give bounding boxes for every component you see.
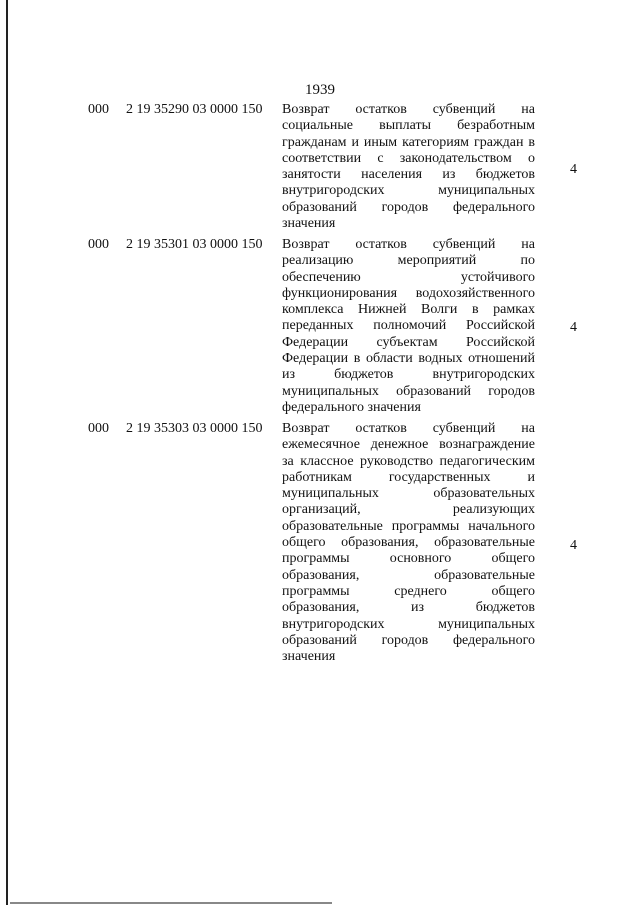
description-line: обеспечению устойчивого [282, 269, 535, 285]
description-line: общего образования, образовательные [282, 535, 535, 551]
description-line: внутригородских муниципальных [282, 616, 535, 632]
description-line: образования, из бюджетов [282, 600, 535, 616]
description-line: социальные выплаты безработным [282, 118, 535, 134]
row-amount: 4 [570, 162, 577, 177]
description-line: работникам государственных и [282, 469, 535, 485]
description-line: значения [282, 216, 336, 232]
description-line: переданных полномочий Российской [282, 318, 535, 334]
kbk-code: 2 19 35301 03 0000 150 [126, 237, 263, 252]
description-line: программы основного общего [282, 551, 535, 567]
page-left-border [6, 0, 8, 905]
description-line: организаций, реализующих [282, 502, 535, 518]
description-line: муниципальных образований городов [282, 383, 535, 399]
admin-code: 000 [88, 102, 109, 117]
description-line: Федерации субъектам Российской [282, 334, 535, 350]
admin-code: 000 [88, 421, 109, 436]
description-line: занятости населения из бюджетов [282, 167, 535, 183]
bottom-divider [10, 902, 332, 904]
description-line: федерального значения [282, 399, 421, 415]
row-description [282, 102, 535, 232]
description-line: гражданам и иным категориям граждан в [282, 134, 535, 150]
kbk-code: 2 19 35303 03 0000 150 [126, 421, 263, 436]
description-line: соответствии с законодательством о [282, 150, 535, 166]
admin-code: 000 [88, 237, 109, 252]
row-description [282, 237, 535, 416]
row-amount: 4 [570, 538, 577, 553]
description-line: муниципальных образовательных [282, 486, 535, 502]
row-description [282, 421, 535, 665]
description-line: за классное руководство педагогическим [282, 453, 535, 469]
description-line: значения [282, 649, 336, 665]
row-amount: 4 [570, 320, 577, 335]
kbk-code: 2 19 35290 03 0000 150 [126, 102, 263, 117]
description-line: функционирования водохозяйственного [282, 285, 535, 301]
page-number: 1939 [305, 82, 335, 98]
description-line: Возврат остатков субвенций на [282, 237, 535, 252]
description-line: комплекса Нижней Волги в рамках [282, 302, 535, 318]
description-line: Федерации в области водных отношений [282, 351, 535, 367]
description-line: Возврат остатков субвенций на [282, 102, 535, 117]
description-line: образовательные программы начального [282, 518, 535, 534]
description-line: из бюджетов внутригородских [282, 367, 535, 383]
description-line: ежемесячное денежное вознаграждение [282, 437, 535, 453]
description-line: реализацию мероприятий по [282, 253, 535, 269]
description-line: программы среднего общего [282, 583, 535, 599]
description-line: внутригородских муниципальных [282, 183, 535, 199]
description-line: Возврат остатков субвенций на [282, 421, 535, 436]
description-line: образований городов федерального [282, 632, 535, 648]
description-line: образований городов федерального [282, 199, 535, 215]
description-line: образования, образовательные [282, 567, 535, 583]
